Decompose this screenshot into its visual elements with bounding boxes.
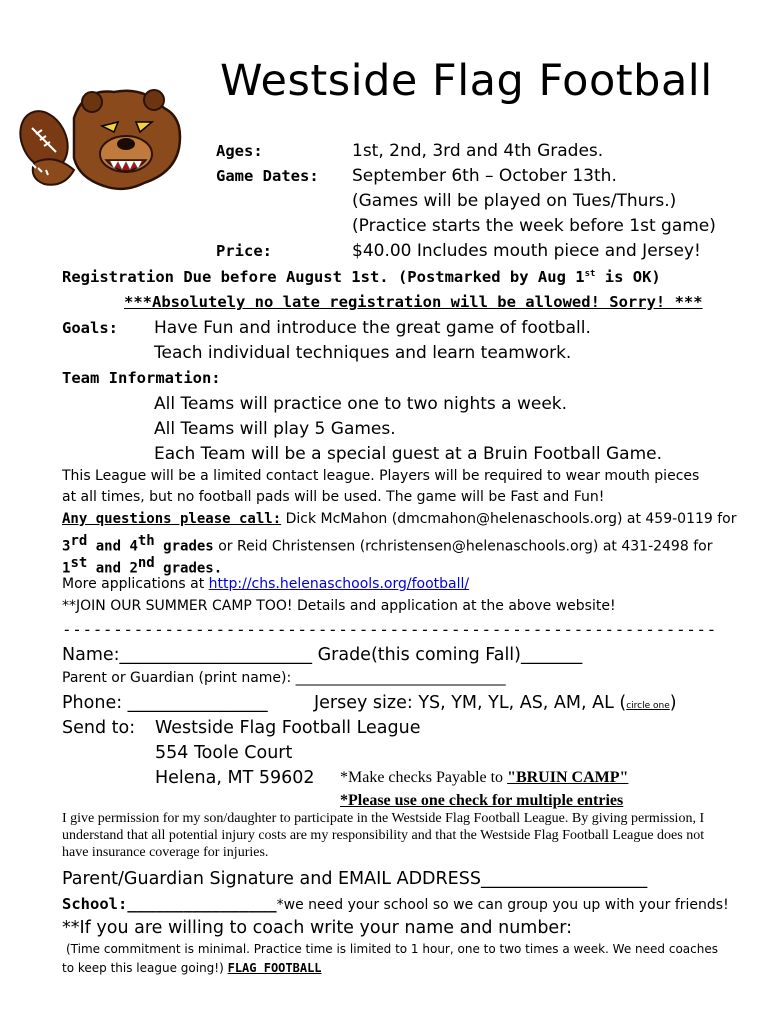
- contact-line: 1st and 2nd grades.: [62, 555, 223, 577]
- signature-email-field[interactable]: Parent/Guardian Signature and EMAIL ADDRESS___________________: [62, 869, 648, 889]
- league-description: This League will be a limited contact league. Players will be required to wear mouth pieces: [62, 468, 700, 484]
- game-dates-label: Game Dates:: [216, 167, 319, 185]
- game-dates-value: September 6th – October 13th.: [352, 166, 617, 186]
- ages-value: 1st, 2nd, 3rd and 4th Grades.: [352, 141, 604, 161]
- checks-payable-note: *Make checks Payable to "BRUIN CAMP": [340, 769, 629, 786]
- team-info-item: Each Team will be a special guest at a Bruin Football Game.: [154, 444, 662, 464]
- parent-name-field[interactable]: Parent or Guardian (print name): ______________________________: [62, 670, 506, 686]
- contact-line: 3rd and 4th grades or Reid Christensen (rchristensen@helenaschools.org) at 431-2498 for: [62, 533, 713, 555]
- goal-item: Have Fun and introduce the great game of football.: [154, 318, 591, 338]
- cut-line: ----------------------------------------------------------------: [62, 620, 717, 639]
- price-label: Price:: [216, 242, 272, 260]
- no-late-registration: ***Absolutely no late registration will be allowed! Sorry! ***: [124, 293, 703, 311]
- summer-camp-note: **JOIN OUR SUMMER CAMP TOO! Details and application at the above website!: [62, 598, 616, 614]
- one-check-note: *Please use one check for multiple entries: [340, 792, 624, 809]
- price-value: $40.00 Includes mouth piece and Jersey!: [352, 241, 701, 261]
- school-field[interactable]: School:________________*we need your school so we can group you up with your friends!: [62, 895, 729, 913]
- bear-with-football-icon: [14, 78, 194, 198]
- goal-item: Teach individual techniques and learn teamwork.: [154, 343, 572, 363]
- mailing-address-line: 554 Toole Court: [155, 743, 293, 763]
- page-title: Westside Flag Football: [220, 56, 713, 106]
- time-commitment-note: (Time commitment is minimal. Practice time is limited to 1 hour, one to two times a week. We need coaches: [66, 942, 718, 956]
- team-info-item: All Teams will practice one to two nights a week.: [154, 394, 568, 414]
- mailing-address-line: Helena, MT 59602: [155, 768, 315, 788]
- game-dates-note: (Games will be played on Tues/Thurs.): [352, 191, 677, 211]
- jersey-size-field[interactable]: Jersey size: YS, YM, YL, AS, AM, AL (circle one): [314, 693, 677, 713]
- goals-label: Goals:: [62, 319, 118, 337]
- coach-volunteer-prompt: **If you are willing to coach write your name and number:: [62, 918, 572, 938]
- permission-statement: I give permission for my son/daughter to participate in the Westside Flag Football League. By giving permission, I understand that all potential injury costs are my responsibility and that the Westside Flag Football League does not have insurance coverage for injuries.: [62, 811, 705, 860]
- team-info-item: All Teams will play 5 Games.: [154, 419, 396, 439]
- league-description: at all times, but no football pads will be used. The game will be Fast and Fun!: [62, 489, 605, 505]
- time-commitment-note: to keep this league going!) FLAG FOOTBALL: [62, 961, 322, 975]
- contact-line: Any questions please call: Dick McMahon (dmcmahon@helenaschools.org) at 459-0119 for: [62, 511, 737, 527]
- more-applications: More applications at http://chs.helenaschools.org/football/: [62, 576, 470, 592]
- phone-field[interactable]: Phone: ________________: [62, 693, 268, 713]
- applications-link[interactable]: http://chs.helenaschools.org/football/: [208, 576, 470, 592]
- name-grade-field[interactable]: Name:______________________ Grade(this coming Fall)_______: [62, 645, 583, 665]
- send-to-label: Send to:: [62, 718, 136, 738]
- team-info-label: Team Information:: [62, 369, 221, 387]
- ages-label: Ages:: [216, 142, 263, 160]
- mailing-address-line: Westside Flag Football League: [155, 718, 421, 738]
- practice-note: (Practice starts the week before 1st game): [352, 216, 716, 236]
- registration-deadline: Registration Due before August 1st. (Postmarked by Aug 1st is OK): [62, 268, 661, 286]
